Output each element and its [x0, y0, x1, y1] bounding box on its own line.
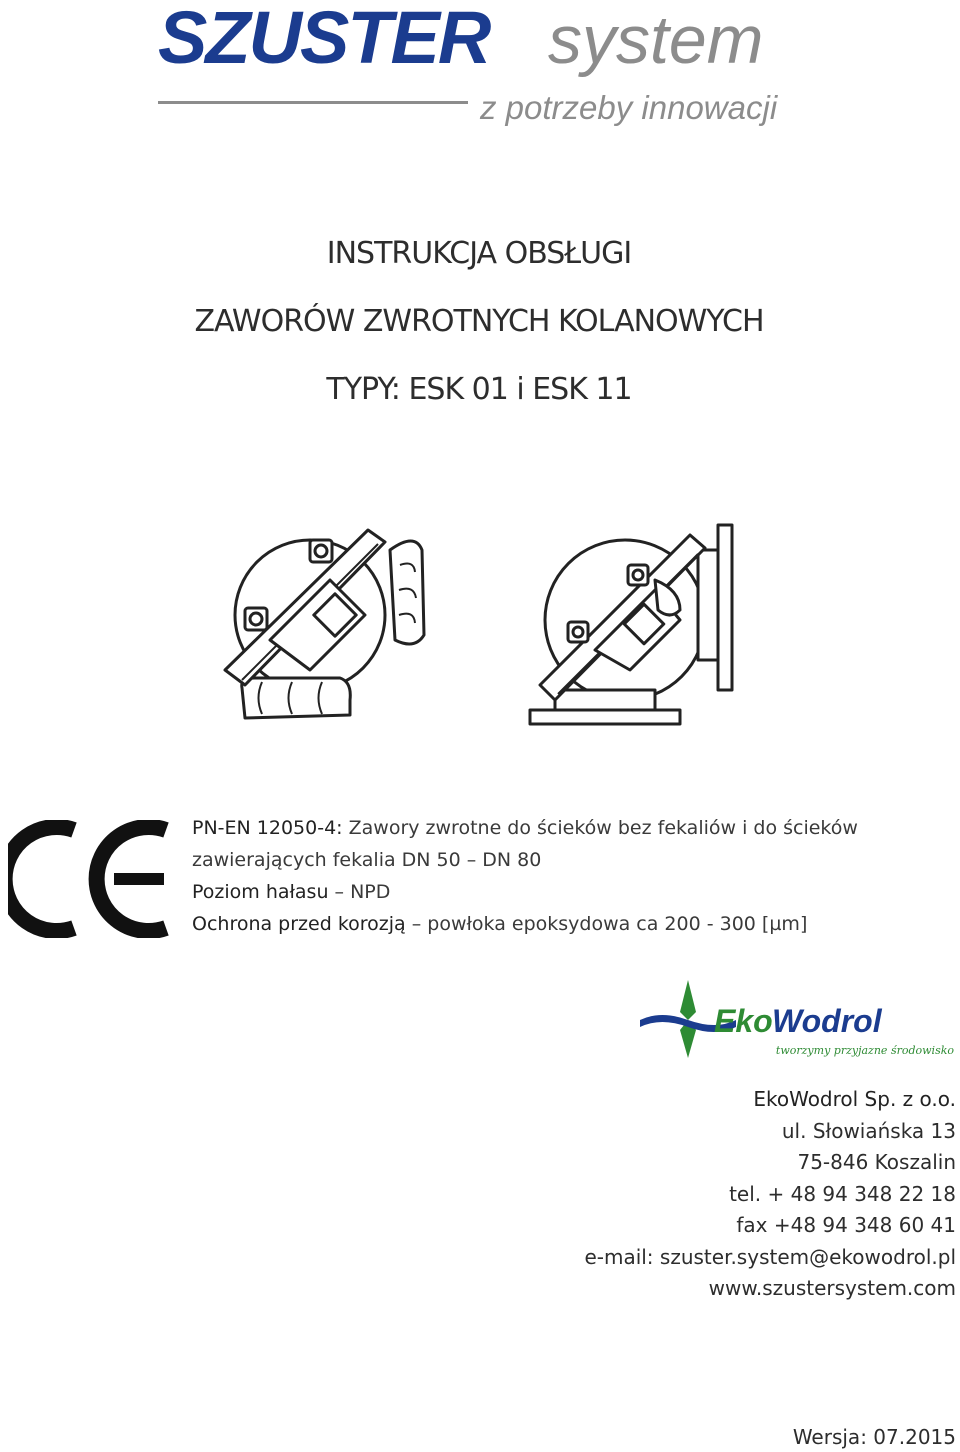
svg-text:Eko: Eko	[714, 1003, 773, 1039]
document-title-line-1: INSTRUKCJA OBSŁUGI	[326, 236, 632, 271]
spec-corrosion-value: – powłoka epoksydowa ca 200 - 300 [µm]	[411, 913, 808, 935]
spec-noise-label: Poziom hałasu	[192, 881, 329, 903]
valve-technical-drawings	[200, 510, 760, 740]
brand-tagline: z potrzeby innowacji	[480, 89, 778, 126]
svg-text:Wodrol: Wodrol	[772, 1003, 882, 1039]
document-title-line-2: ZAWORÓW ZWROTNYCH KOLANOWYCH	[194, 304, 764, 339]
spec-standard-text: Zawory zwrotne do ścieków bez fekaliów i do ścieków	[348, 817, 858, 839]
contact-email[interactable]: e-mail: szuster.system@ekowodrol.pl	[584, 1244, 956, 1269]
esk01-threaded-valve-drawing	[225, 530, 424, 718]
contact-website[interactable]: www.szustersystem.com	[708, 1276, 956, 1300]
esk11-flanged-valve-drawing	[530, 525, 732, 724]
ekowodrol-logo	[636, 980, 958, 1060]
ce-conformity-mark-icon	[8, 820, 170, 938]
brand-logo-szuster: SZUSTER	[158, 0, 490, 79]
company-name: EkoWodrol Sp. z o.o.	[753, 1087, 956, 1111]
document-version: Wersja: 07.2015	[792, 1425, 956, 1449]
spec-standard-label: PN-EN 12050-4:	[192, 817, 343, 839]
spec-standard-line	[192, 812, 858, 844]
address-city: 75-846 Koszalin	[797, 1150, 956, 1174]
brand-divider	[158, 101, 468, 104]
spec-standard-line-cont: zawierających fekalia DN 50 – DN 80	[192, 849, 542, 871]
address-street: ul. Słowiańska 13	[781, 1118, 956, 1143]
document-title-line-3: TYPY: ESK 01 i ESK 11	[326, 372, 632, 407]
ekowodrol-slogan: tworzymy przyjazne środowisko	[775, 1044, 954, 1057]
contact-phone: tel. + 48 94 348 22 18	[729, 1181, 956, 1206]
spec-corrosion-line	[192, 908, 807, 940]
spec-noise-line	[192, 876, 390, 908]
brand-logo-system: system	[548, 2, 764, 78]
spec-corrosion-label: Ochrona przed korozją	[192, 913, 406, 935]
contact-fax: fax +48 94 348 60 41	[736, 1213, 956, 1237]
spec-noise-value: – NPD	[334, 881, 391, 903]
